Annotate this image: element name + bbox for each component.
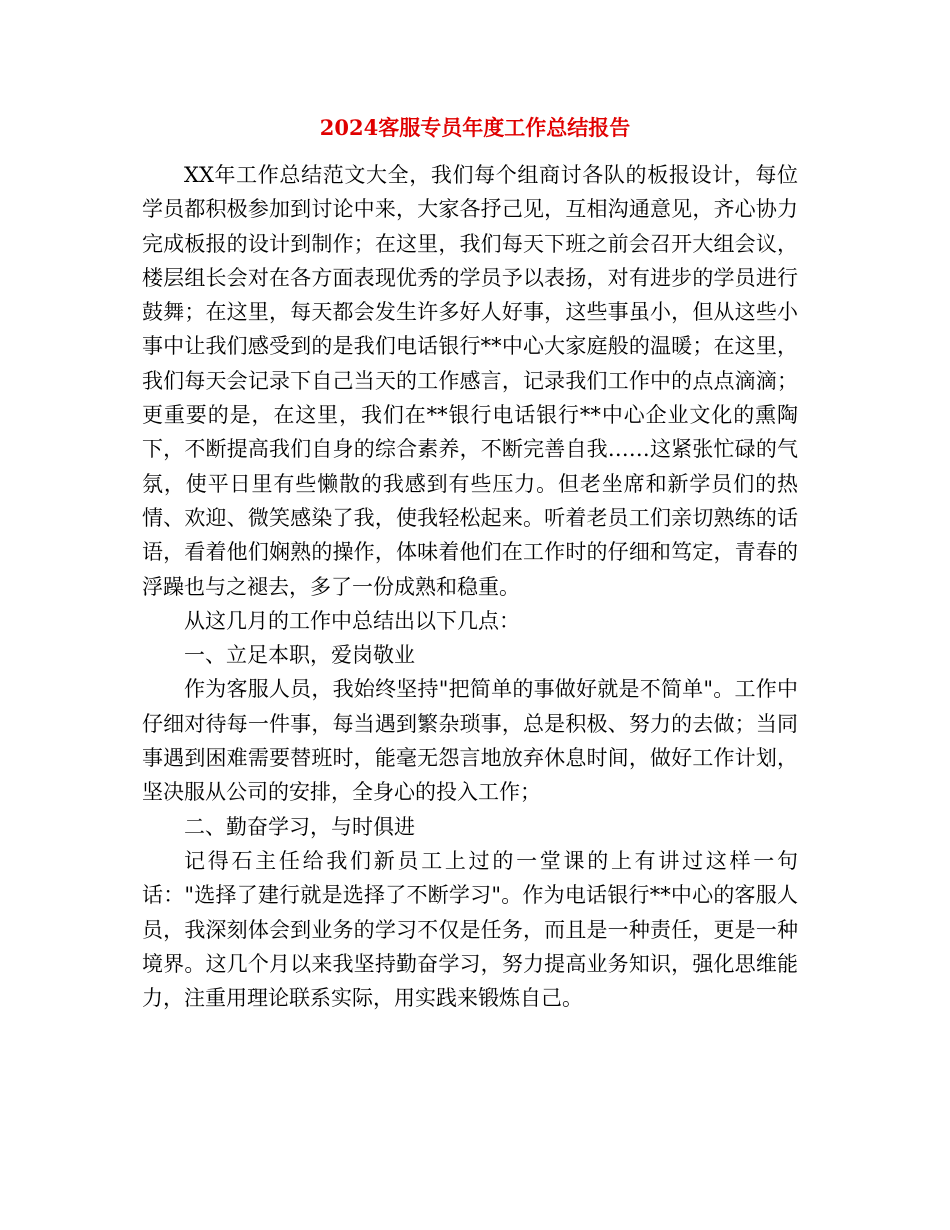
document-body (142, 158, 798, 1015)
paragraph-intro: XX年工作总结范文大全，我们每个组商讨各队的板报设计，每位学员都积极参加到讨论中来，大家各抒己见，互相沟通意见，齐心协力完成板报的设计到制作；在这里，我们每天下班之前会召开大组会议，楼层组长会对在各方面表现优秀的学员予以表扬，对有进步的学员进行鼓舞；在这里，每天都会发生许多好人好事，这些事虽小，但从这些小事中让我们感受到的是我们电话银行**中心大家庭般的温暖；在这里，我们每天会记录下自己当天的工作感言，记录我们工作中的点点滴滴；更重要的是，在这里，我们在**银行电话银行**中心企业文化的熏陶下，不断提高我们自身的综合素养，不断完善自我……这紧张忙碌的气氛，使平日里有些懒散的我感到有些压力。但老坐席和新学员们的热情、欢迎、微笑感染了我，使我轻松起来。听着老员工们亲切熟练的话语，看着他们娴熟的操作，体味着他们在工作时的仔细和笃定，青春的浮躁也与之褪去，多了一份成熟和稳重。 (142, 163, 798, 599)
paragraph-section-1: 作为客服人员，我始终坚持"把简单的事做好就是不简单"。工作中仔细对待每一件事，每当遇到繁杂琐事，总是积极、努力的去做；当同事遇到困难需要替班时，能毫无怨言地放弃休息时间，做好工作计划，坚决服从公司的安排，全身心的投入工作； (142, 677, 798, 805)
paragraph-summary-lead: 从这几月的工作中总结出以下几点： (184, 608, 520, 633)
section-heading-2: 二、勤奋学习，与时俱进 (184, 814, 415, 839)
section-heading-1: 一、立足本职，爱岗敬业 (184, 643, 415, 668)
document-title: 2024客服专员年度工作总结报告 (319, 115, 631, 140)
paragraph-section-2: 记得石主任给我们新员工上过的一堂课的上有讲过这样一句话："选择了建行就是选择了不断学习"。作为电话银行**中心的客服人员，我深刻体会到业务的学习不仅是任务，而且是一种责任，更是一种境界。这几个月以来我坚持勤奋学习，努力提高业务知识，强化思维能力，注重用理论联系实际，用实践来锻炼自己。 (142, 848, 798, 1011)
